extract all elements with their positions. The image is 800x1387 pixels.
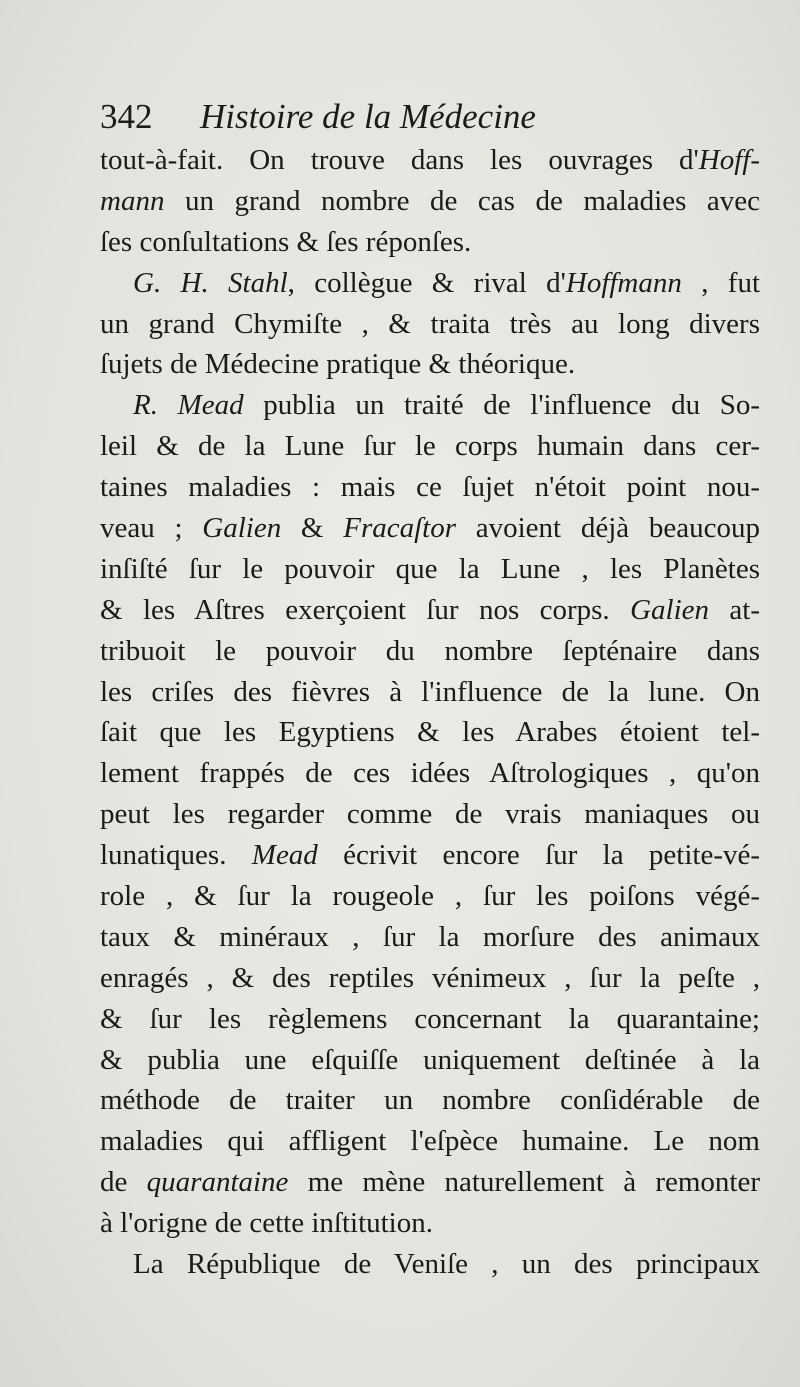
text-run: ſes conſultations & ſes réponſes. (100, 225, 472, 258)
text-line (100, 181, 760, 222)
italic-text: Galien (630, 593, 710, 626)
text-line (100, 385, 760, 426)
text-run: La République de Veniſe , un des principaux (133, 1248, 760, 1281)
text-line (100, 549, 760, 590)
text-run: , collègue & rival d' (287, 266, 566, 299)
italic-text: Mead (251, 839, 318, 872)
text-run: & les Aſtres exerçoient ſur nos corps. (100, 593, 631, 626)
text-run: peut les regarder comme de vrais maniaques ou (100, 798, 760, 831)
text-run: tout-à-fait. On trouve dans les ouvrages d' (100, 144, 699, 176)
text-run: méthode de traiter un nombre conſidérable de (100, 1084, 760, 1117)
text-run: taines maladies : mais ce ſujet n'étoit point nou- (100, 471, 760, 504)
text-run: écrivit encore ſur la petite-vé- (317, 839, 760, 872)
text-run: maladies qui affligent l'eſpèce humaine. Le nom (100, 1125, 760, 1158)
text-run: , fut (681, 266, 760, 299)
text-run: taux & minéraux , ſur la morſure des animaux (100, 920, 760, 953)
text-run: tribuoit le pouvoir du nombre ſepténaire dans (100, 634, 760, 667)
body-text (100, 140, 760, 1285)
text-run: lement frappés de ces idées Aſtrologiques , qu'on (100, 757, 760, 790)
text-line (100, 917, 760, 958)
text-run: les criſes des fièvres à l'influence de la lune. On (100, 675, 760, 708)
text-line (100, 753, 760, 794)
text-line (100, 426, 760, 467)
page-header (100, 90, 720, 144)
italic-text: R. Mead (133, 389, 244, 422)
italic-text: Hoffmann (565, 266, 682, 299)
text-run: lunatiques. (100, 839, 252, 872)
text-run: ſait que les Egyptiens & les Arabes étoient tel- (100, 716, 760, 749)
text-run: leil & de la Lune ſur le corps humain dans cer- (100, 430, 760, 463)
page-number: 342 (100, 97, 153, 136)
text-line (100, 999, 760, 1040)
text-line (100, 344, 760, 385)
text-run: publia un traité de l'influence du So- (243, 389, 760, 422)
text-line (100, 835, 760, 876)
text-run: & (281, 512, 344, 545)
italic-text: mann (100, 184, 165, 217)
text-run: & ſur les règlemens concernant la quarantaine; (100, 1002, 760, 1035)
text-run: role , & ſur la rougeole , ſur les poiſons végé- (100, 880, 760, 913)
text-line (100, 222, 760, 263)
text-line (100, 876, 760, 917)
text-run: at- (709, 593, 760, 626)
text-line (100, 958, 760, 999)
italic-text: quarantaine (146, 1166, 289, 1199)
text-line (100, 140, 760, 181)
text-run: de (100, 1166, 147, 1199)
text-line (100, 1162, 760, 1203)
text-run: me mène naturellement à remonter (288, 1166, 760, 1199)
text-run: à l'origne de cette inſtitution. (100, 1207, 433, 1240)
text-run: veau ; (100, 512, 203, 545)
text-line (100, 672, 760, 713)
text-line (100, 590, 760, 631)
text-run: enragés , & des reptiles vénimeux , ſur la peſte , (100, 961, 760, 994)
text-run: & publia une eſquiſſe uniquement deſtinée à la (100, 1043, 760, 1076)
italic-text: Fracaſtor (343, 512, 457, 545)
text-run: inſiſté ſur le pouvoir que la Lune , les Planètes (100, 552, 760, 585)
text-line (100, 631, 760, 672)
italic-text: Hoff- (698, 144, 760, 176)
text-line (100, 304, 760, 345)
text-line (100, 1040, 760, 1081)
text-line (100, 794, 760, 835)
text-run: ſujets de Médecine pratique & théorique. (100, 348, 576, 381)
text-line (100, 263, 760, 304)
text-line (100, 1080, 760, 1121)
text-line (100, 712, 760, 753)
text-line (100, 1244, 760, 1285)
text-line (100, 1121, 760, 1162)
italic-text: Galien (202, 512, 282, 545)
text-line (100, 1203, 760, 1244)
italic-text: G. H. Stahl (133, 266, 288, 299)
text-run: avoient déjà beaucoup (456, 512, 760, 545)
running-title: Histoire de la Médecine (200, 97, 536, 136)
text-line (100, 508, 760, 549)
text-line (100, 467, 760, 508)
text-run: un grand nombre de cas de maladies avec (164, 184, 760, 217)
text-run: un grand Chymiſte , & traita très au long divers (100, 307, 760, 340)
